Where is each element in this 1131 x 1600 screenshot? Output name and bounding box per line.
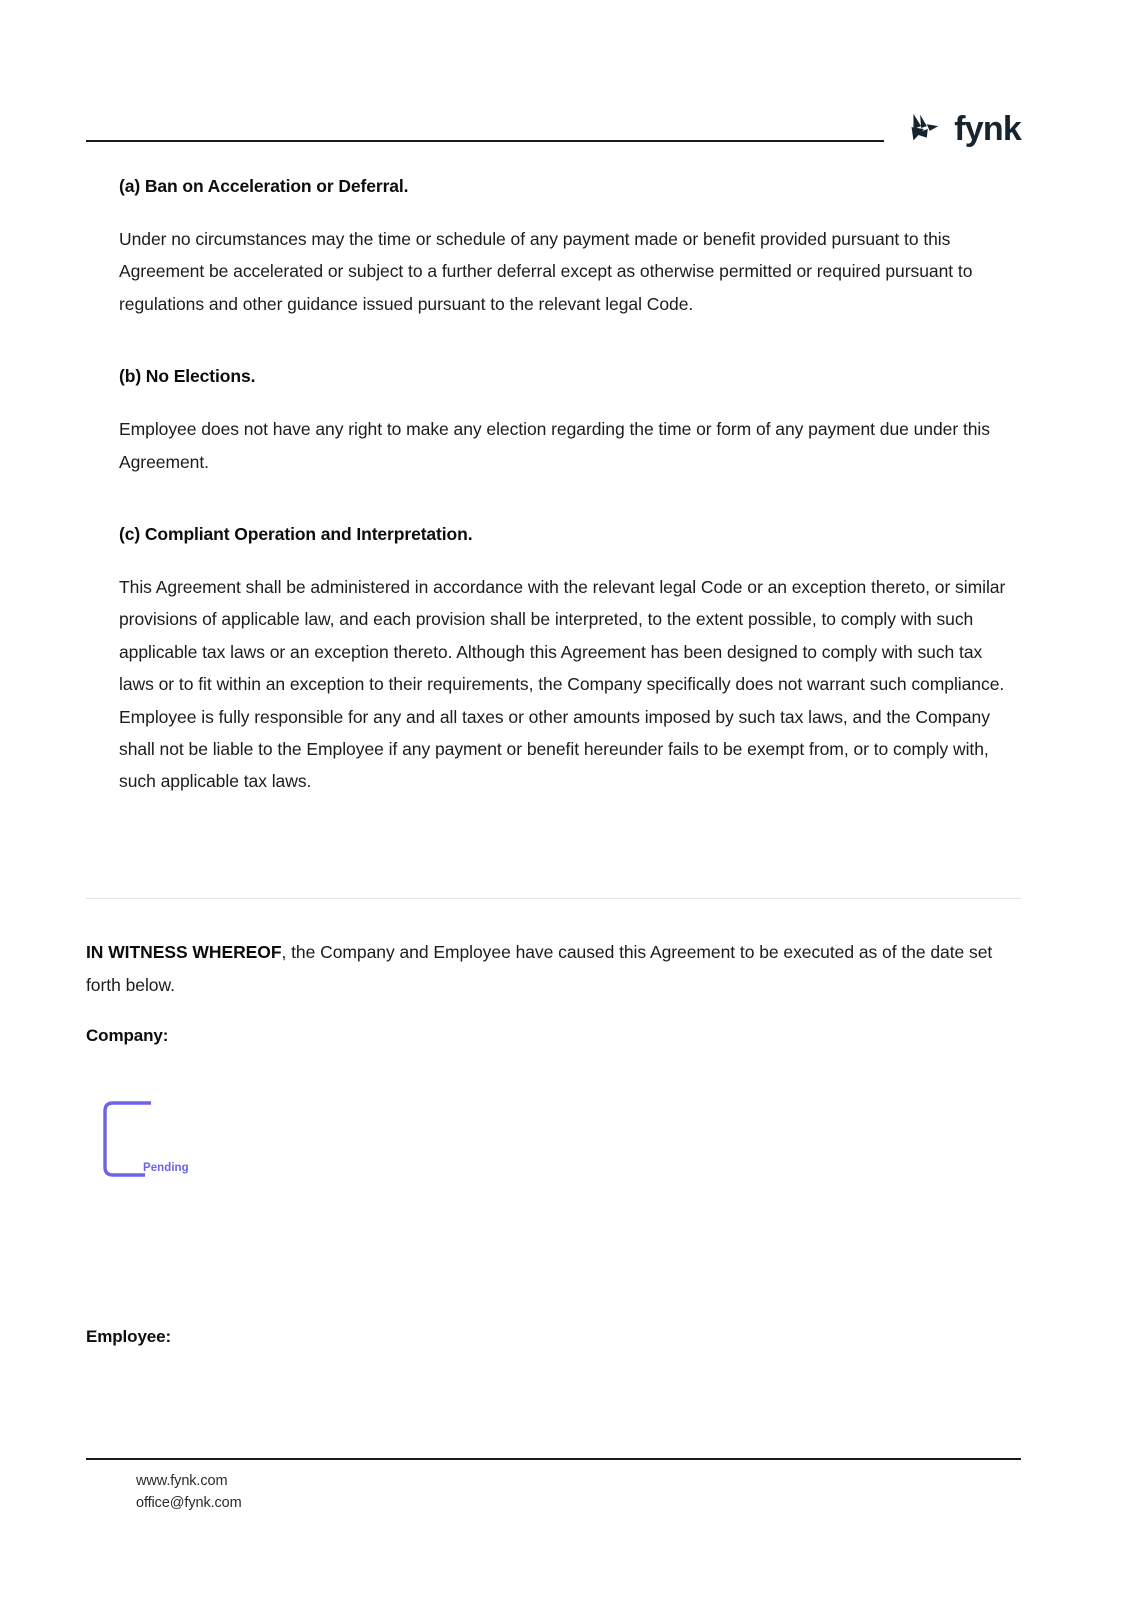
- clause-c-body: This Agreement shall be administered in accordance with the relevant legal Code or an exception thereto, or similar provisions of applicable law, and each provision shall be interpreted, to the extent possible, to comply with such applicable tax laws or an exception thereto. Although this Agreement has been designed to comply with such tax laws or to fit within an exception to their requirements, the Company specifically does not warrant such compliance. Employee is fully responsible for any and all taxes or other amounts imposed by such tax laws, and the Company shall not be liable to the Employee if any payment or benefit hereunder fails to be exempt from, or to comply with, such applicable tax laws.: [119, 577, 1006, 792]
- header-divider: [86, 140, 884, 142]
- company-signature-slot[interactable]: [101, 1100, 197, 1178]
- fynk-bird-logo-icon: [902, 108, 944, 150]
- section-divider: [86, 898, 1021, 899]
- witness-paragraph: [86, 936, 1021, 1002]
- clause-a-heading: (a) Ban on Acceleration or Deferral.: [119, 176, 409, 196]
- page-footer: [136, 1470, 636, 1514]
- footer-website[interactable]: www.fynk.com: [136, 1473, 228, 1489]
- clause-c-heading: (c) Compliant Operation and Interpretation.: [119, 524, 473, 545]
- footer-divider: [86, 1458, 1021, 1460]
- employee-signature-label: Employee:: [86, 1327, 172, 1346]
- brand-name: fynk: [954, 110, 1021, 148]
- witness-section: [86, 936, 1021, 1002]
- company-signature-label: Company:: [86, 1026, 169, 1045]
- document-body: [119, 176, 1020, 798]
- brand-logo: [902, 106, 1021, 150]
- witness-rest: , the Company and Employee have caused this Agreement to be executed as of the date set forth below.: [86, 942, 993, 995]
- clause-b-heading: (b) No Elections.: [119, 366, 256, 387]
- witness-lead-in: IN WITNESS WHEREOF: [86, 942, 282, 962]
- clause-c: [119, 524, 1020, 798]
- clause-b-body: Employee does not have any right to make any election regarding the time or form of any payment due under this Agreement.: [119, 419, 990, 472]
- footer-email[interactable]: office@fynk.com: [136, 1495, 242, 1511]
- clause-a: [119, 176, 1020, 320]
- page-header: [86, 100, 1021, 156]
- clause-b: [119, 366, 1020, 478]
- clause-a-body: Under no circumstances may the time or schedule of any payment made or benefit provided pursuant to this Agreement be accelerated or subject to a further deferral except as otherwise permitted or required pursuant to regulations and other guidance issued pursuant to the relevant legal Code.: [119, 229, 973, 314]
- signature-status-badge: Pending: [143, 1162, 189, 1174]
